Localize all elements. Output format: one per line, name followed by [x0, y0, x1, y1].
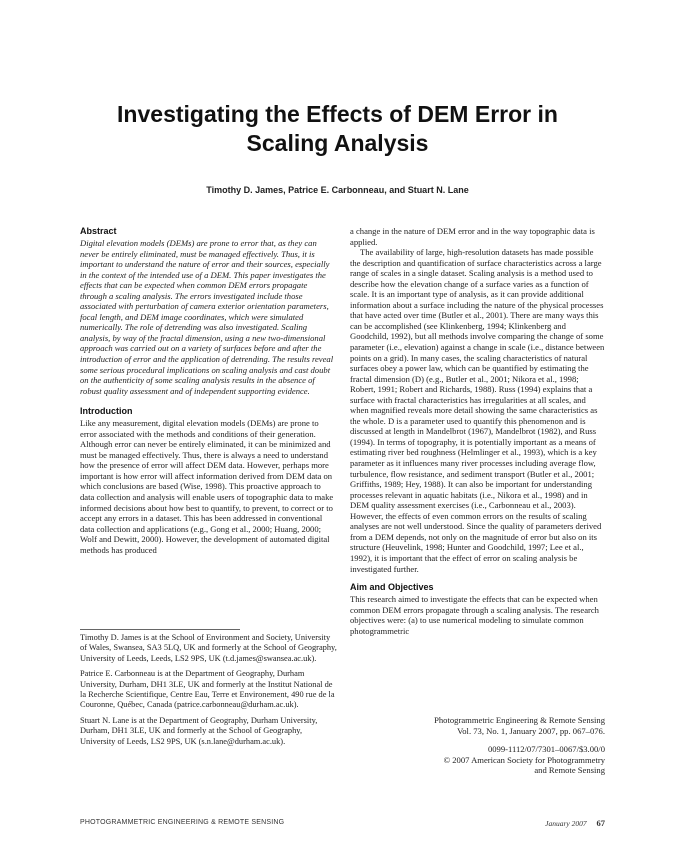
author-footnotes	[80, 633, 338, 752]
abstract-heading: Abstract	[80, 226, 117, 236]
footnote-james: Timothy D. James is at the School of Environment and Society, University of Wales, Swansea, SA3 5LQ, UK and formerly at the School of Geography, University of Leeds, Leeds, LS2 9PS, UK (t.d.james@swansea.ac.uk).	[80, 633, 337, 663]
copyright-line: © 2007 American Society for Photogrammetry	[443, 754, 605, 765]
left-column	[80, 226, 335, 555]
title-line-2: Scaling Analysis	[246, 130, 429, 156]
page-number: 67	[596, 818, 605, 828]
abstract-text: Digital elevation models (DEMs) are prone to error that, as they can never be entirely eliminated, must be managed effectively. Thus, it is important to understand the nature of error and their sources, especially in the context of the intended use of a DEM. This paper investigates the effects that can be expected when common DEM errors propagate through a scaling analysis. The errors investigated include those associated with perturbation of camera exterior orientation parameters, focal length, and DEM image coordinates, which were simulated numerically. The role of detrending was also investigated. Scaling analysis, by way of the fractal dimension, using a new two-dimensional approach was carried out on a variety of surfaces before and after the introduction of error and the application of detrending. The results reveal some serious procedural implications on scaling analysis and cast doubt on the authenticity of some scaling analysis results in the absence of robust quality assessment and of independent supporting evidence.	[80, 238, 334, 396]
footnote-carbonneau: Patrice E. Carbonneau is at the Department of Geography, Durham University, Durham, DH1 3LE, UK and formerly at the Institut National de la Recherche Scientifique, Centre Eau, Terre et Environement, 490 rue de la Couronne, Québec, Canada (patrice.carbonneau@durham.ac.uk).	[80, 669, 335, 710]
aim-text: This research aimed to investigate the effects that can be expected when common DEM errors propagate through a scaling analysis. The research objectives were: (a) to use numerical modeling to simulate common photogrammetric	[350, 594, 599, 636]
introduction-text: Like any measurement, digital elevation models (DEMs) are prone to error associated with the methods and conditions of their generation. Although error can never be entirely eliminated, it can be minimized and must be managed effectively. Thus, there is always a need to understand how the presence of error will affect DEM data. However, perhaps more important is how error will affect information derived from DEM data on which conclusions are based (Wise, 1998). This proactive approach to data collection and analysis will enable users of topographic data to make informed decisions about how best to quantify, to prevent, to correct or to accept any errors in a dataset. This has been addressed in conventional data collection and applications (e.g., Gong et al., 2000; Huang, 2000; Wolf and Dewitt, 2000). However, the development of automated digital methods has produced	[80, 418, 334, 555]
journal-issn: 0099-1112/07/7301–0067/$3.00/0	[487, 744, 605, 755]
copyright-line-2: and Remote Sensing	[534, 765, 605, 776]
author-list: Timothy D. James, Patrice E. Carbonneau, and Stuart N. Lane	[206, 185, 469, 195]
title-line-1: Investigating the Effects of DEM Error in	[117, 101, 558, 127]
aim-heading: Aim and Objectives	[350, 582, 434, 593]
introduction-heading: Introduction	[80, 406, 133, 417]
running-footer-right	[520, 818, 605, 828]
journal-title: Photogrammetric Engineering & Remote Sensing	[434, 715, 605, 725]
right-column	[350, 226, 605, 636]
footnote-lane: Stuart N. Lane is at the Department of Geography, Durham University, Durham, DH1 3LE, UK and formerly at the School of Geography, University of Leeds, LS2 9PS, UK (s.n.lane@durham.ac.uk).	[80, 715, 318, 746]
paper-title	[60, 100, 615, 158]
running-footer-journal: PHOTOGRAMMETRIC ENGINEERING & REMOTE SENSING	[80, 819, 285, 826]
journal-citation	[380, 715, 605, 776]
journal-volume: Vol. 73, No. 1, January 2007, pp. 067–076.	[457, 725, 605, 736]
footnote-divider	[80, 629, 240, 630]
footer-date: January 2007	[545, 819, 587, 828]
continued-paragraph: a change in the nature of DEM error and in the way topographic data is applied.	[350, 226, 595, 247]
scaling-paragraph: The availability of large, high-resolution datasets has made possible the description and quantification of surface characteristics across a large range of scales in a single dataset. Scaling analysis is a method used to describe how the elevation change of a surface varies as a function of scale. It is an important type of analysis, as it can provide additional information about a surface including the nature of the physical processes that have acted over time (Butler et al., 2001). There are many ways this can be accomplished (see Klinkenberg, 1994; Klinkenberg and Goodchild, 1992), but all methods involve comparing the change of some parameter (i.e., elevation) against a change in scale (i.e., distance between points on a grid). In many cases, the scaling characteristics of natural surfaces obey a power law, which can be quantified by estimating the fractal dimension (D) (e.g., Butler et al., 2001; Nikora et al., 1998; Robert, 1991; Robert and Richards, 1988). Russ (1994) explains that a surface with fractal characteristics has irregularities at all scales, and when magnified reveals more detail showing the same characteristics as the whole. D is a parameter used to quantify this phenomenon and is discussed at length in Mandelbrot (1967), Mandelbrot (1982), and Russ (1994). In terms of topography, it is potentially important as a means of estimating river bed roughness (Helmlinger et al., 1993), which is a key parameter as it influences many river processes including average flow, turbulence, flow resistance, and sediment transport (Butler et al., 2001; Griffiths, 1989; Hey, 1988). It can also be important for understanding processes relevant in aquatic habitats (i.e., Nikora et al., 1998) and in DEM quality assessment exercises (i.e., Carbonneau et al., 2003). However, the effects of even common errors on the results of scaling analyses are not well understood. Since the quality of parameters derived from a DEM depends, not only on the magnitude of error but also on its structure (Heuvelink, 1998; Hunter and Goodchild, 1997; Lee et al., 1992), it is important that the effect of error on scaling analysis be investigated further.	[350, 247, 605, 574]
